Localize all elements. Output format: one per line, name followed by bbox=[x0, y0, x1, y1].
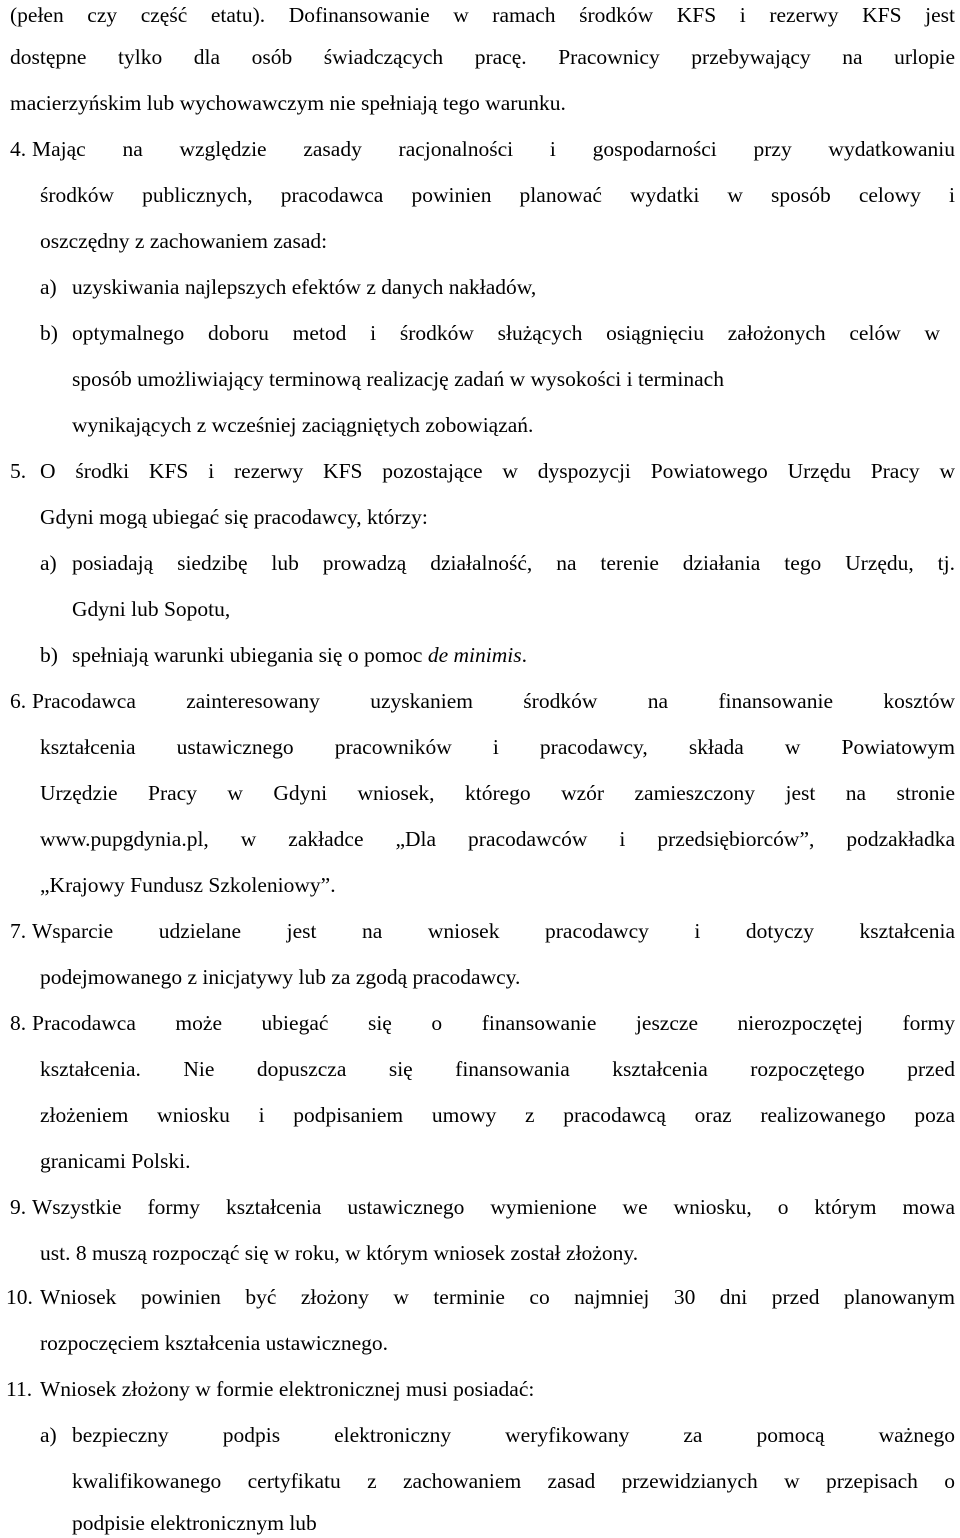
paragraph-text: dostępne tylko dla osób świadczących pracę. Pracownicy przebywający na urlopie bbox=[10, 45, 955, 69]
list-number: 8. bbox=[10, 1011, 27, 1035]
sub-item-letter: b) bbox=[40, 321, 58, 345]
paragraph-text: kształcenia ustawicznego pracowników i pracodawcy, składa w Powiatowym bbox=[40, 735, 955, 759]
paragraph-text: Wszystkie formy kształcenia ustawicznego wymienione we wniosku, o którym mowa bbox=[32, 1195, 955, 1219]
italic-term: de minimis bbox=[427, 643, 522, 667]
paragraph-text: ust. 8 muszą rozpocząć się w roku, w którym wniosek został złożony. bbox=[40, 1241, 639, 1265]
paragraph-text: środków publicznych, pracodawca powinien planować wydatki w sposób celowy i bbox=[40, 183, 955, 207]
list-number: 9. bbox=[10, 1195, 27, 1219]
sub-item-letter: b) bbox=[40, 643, 58, 667]
paragraph-text: wynikających z wcześniej zaciągniętych zobowiązań. bbox=[72, 413, 534, 437]
paragraph-text: oszczędny z zachowaniem zasad: bbox=[40, 229, 328, 253]
paragraph-text: Pracodawca zainteresowany uzyskaniem środków na finansowanie kosztów bbox=[32, 689, 955, 713]
paragraph-text: posiadają siedzibę lub prowadzą działalność, na terenie działania tego Urzędu, tj. bbox=[72, 551, 955, 575]
list-number: 10. bbox=[6, 1285, 33, 1309]
paragraph-text: Mając na względzie zasady racjonalności i gospodarności przy wydatkowaniu bbox=[32, 137, 955, 161]
paragraph-text: bezpieczny podpis elektroniczny weryfikowany za pomocą ważnego bbox=[72, 1423, 955, 1447]
paragraph-text: granicami Polski. bbox=[40, 1149, 191, 1173]
paragraph-text: kształcenia. Nie dopuszcza się finansowania kształcenia rozpoczętego przed bbox=[40, 1057, 955, 1081]
paragraph-text: optymalnego doboru metod i środków służących osiągnięciu założonych celów w bbox=[72, 321, 940, 345]
paragraph-text: www.pupgdynia.pl, w zakładce „Dla pracodawców i przedsiębiorców”, podzakładka bbox=[40, 827, 955, 851]
paragraph-text: podejmowanego z inicjatywy lub za zgodą pracodawcy. bbox=[40, 965, 521, 989]
sub-item-letter: a) bbox=[40, 275, 57, 299]
sub-item-letter: a) bbox=[40, 1423, 57, 1447]
paragraph-text: O środki KFS i rezerwy KFS pozostające w dyspozycji Powiatowego Urzędu Pracy w bbox=[40, 459, 955, 483]
paragraph-text: Pracodawca może ubiegać się o finansowanie jeszcze nierozpoczętej formy bbox=[32, 1011, 955, 1035]
list-number: 6. bbox=[10, 689, 27, 713]
paragraph-text: Wniosek powinien być złożony w terminie co najmniej 30 dni przed planowanym bbox=[40, 1285, 955, 1309]
text-segment: spełniają warunki ubiegania się o pomoc bbox=[72, 643, 428, 667]
paragraph-text: Gdyni mogą ubiegać się pracodawcy, którzy: bbox=[40, 505, 428, 529]
paragraph-text: złożeniem wniosku i podpisaniem umowy z pracodawcą oraz realizowanego poza bbox=[40, 1103, 955, 1127]
paragraph-text bbox=[72, 640, 527, 670]
paragraph-text: Wsparcie udzielane jest na wniosek pracodawcy i dotyczy kształcenia bbox=[32, 919, 955, 943]
paragraph-text: macierzyńskim lub wychowawczym nie spełniają tego warunku. bbox=[10, 91, 566, 115]
paragraph-text: rozpoczęciem kształcenia ustawicznego. bbox=[40, 1331, 388, 1355]
paragraph-text: Gdyni lub Sopotu, bbox=[72, 597, 231, 621]
list-number: 4. bbox=[10, 137, 27, 161]
paragraph-text: Wniosek złożony w formie elektronicznej musi posiadać: bbox=[40, 1377, 535, 1401]
paragraph-text: „Krajowy Fundusz Szkoleniowy”. bbox=[40, 873, 336, 897]
paragraph-text: uzyskiwania najlepszych efektów z danych nakładów, bbox=[72, 275, 537, 299]
paragraph-text: (pełen czy część etatu). Dofinansowanie w ramach środków KFS i rezerwy KFS jest bbox=[10, 3, 955, 27]
paragraph-text: kwalifikowanego certyfikatu z zachowaniem zasad przewidzianych w przepisach o bbox=[72, 1469, 955, 1493]
list-number: 11. bbox=[6, 1377, 33, 1401]
sub-item-letter: a) bbox=[40, 551, 57, 575]
text-segment: . bbox=[521, 643, 527, 667]
list-number: 7. bbox=[10, 919, 27, 943]
paragraph-text: sposób umożliwiający terminową realizację zadań w wysokości i terminach bbox=[72, 367, 724, 391]
paragraph-text: Urzędzie Pracy w Gdyni wniosek, którego wzór zamieszczony jest na stronie bbox=[40, 781, 955, 805]
list-number: 5. bbox=[10, 459, 27, 483]
paragraph-text: podpisie elektronicznym lub bbox=[72, 1511, 317, 1535]
